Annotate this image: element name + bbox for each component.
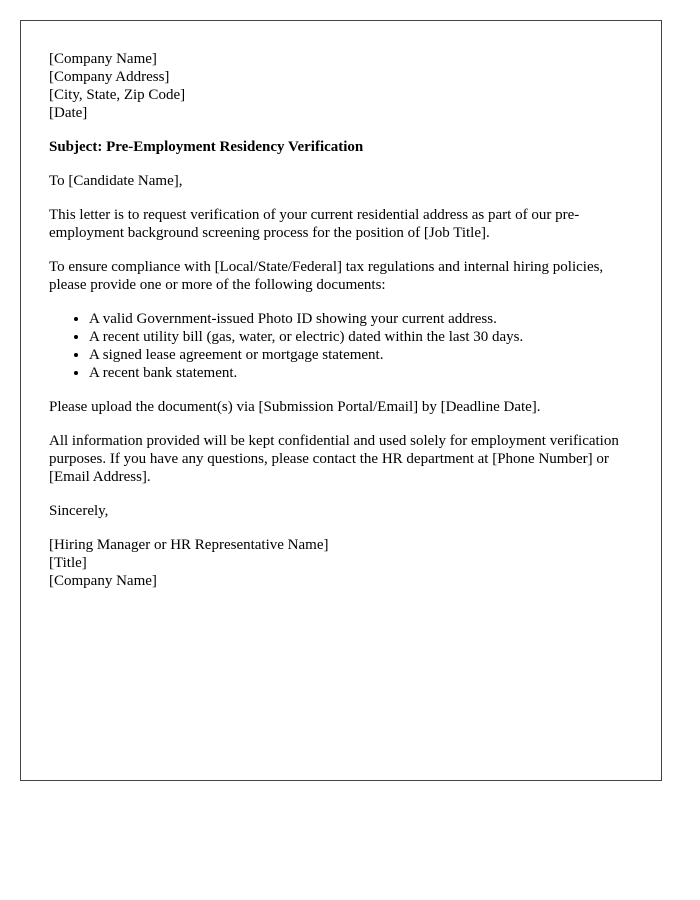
sender-company-address: [Company Address]	[49, 69, 170, 85]
compliance-paragraph: To ensure compliance with [Local/State/Federal] tax regulations and internal hiring policies, please provide one or more of the following documents:	[49, 259, 604, 293]
intro-paragraph: This letter is to request verification of your current residential address as part of our pre-employment background screening process for the position of [Job Title].	[49, 207, 580, 241]
sender-city-state-zip: [City, State, Zip Code]	[49, 87, 186, 103]
upload-instructions-paragraph: Please upload the document(s) via [Submission Portal/Email] by [Deadline Date].	[49, 399, 541, 415]
signatory-company: [Company Name]	[49, 573, 157, 589]
sender-address-block	[49, 50, 633, 122]
list-item: • A valid Government-issued Photo ID showing your current address.	[89, 310, 633, 328]
signature-block	[49, 536, 633, 590]
salutation: To [Candidate Name],	[49, 173, 183, 189]
letter-page	[20, 20, 662, 781]
list-item: • A recent utility bill (gas, water, or electric) dated within the last 30 days.	[89, 328, 633, 346]
signatory-title: [Title]	[49, 555, 87, 571]
signatory-name: [Hiring Manager or HR Representative Name]	[49, 537, 329, 553]
list-item: • A signed lease agreement or mortgage statement.	[89, 346, 633, 364]
confidentiality-paragraph: All information provided will be kept confidential and used solely for employment verification purposes. If you have any questions, please contact the HR department at [Phone Number] or [Email Address].	[49, 433, 619, 485]
sender-company-name: [Company Name]	[49, 51, 157, 67]
letter-date: [Date]	[49, 105, 88, 121]
closing: Sincerely,	[49, 503, 109, 519]
letter-subject: Subject: Pre-Employment Residency Verification	[49, 139, 364, 155]
required-documents-list	[49, 310, 633, 382]
list-item: • A recent bank statement.	[89, 364, 633, 382]
